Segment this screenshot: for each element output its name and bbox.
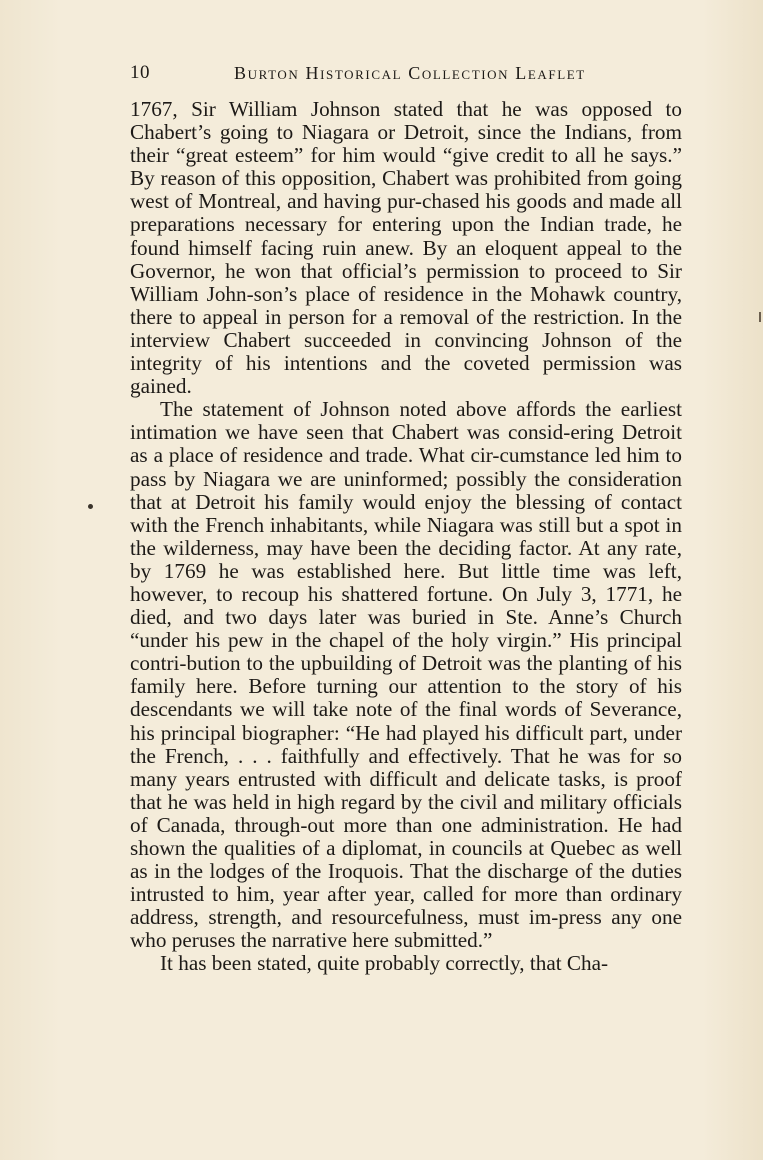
page-number: 10 xyxy=(130,62,150,83)
paragraph: 1767, Sir William Johnson stated that he was opposed to Chabert’s going to Niagara or Detroit, since the Indians, from their “great esteem” for him would “give credit to all he says.” By reason of this opposition, Chabert was prohibited from going west of Montreal, and having pur-chased his goods and made all preparations necessary for entering upon the Indian trade, he found himself facing ruin anew. By an eloquent appeal to the Governor, he won that official’s permission to proceed to Sir William John-son’s place of residence in the Mohawk country, there to appeal in person for a removal of the restriction. In the interview Chabert succeeded in convincing Johnson of the integrity of his intentions and the coveted permission was gained. xyxy=(130,97,682,399)
body-text xyxy=(130,98,682,976)
paragraph: It has been stated, quite probably correctly, that Cha- xyxy=(160,951,609,976)
page-header xyxy=(130,62,680,92)
edge-mark xyxy=(759,312,761,322)
paragraph: The statement of Johnson noted above affords the earliest intimation we have seen that Chabert was consid-ering Detroit as a place of residence and trade. What cir-cumstance led him to pass by Niagara we are uninformed; possibly the consideration that at Detroit his family would enjoy the blessing of contact with the French inhabitants, while Niagara was still but a spot in the wilderness, may have been the deciding factor. At any rate, by 1769 he was established here. But little time was left, however, to recoup his shattered fortune. On July 3, 1771, he died, and two days later was buried in Ste. Anne’s Church “under his pew in the chapel of the holy virgin.” His principal contri-bution to the upbuilding of Detroit was the planting of his family here. Before turning our attention to the story of his descendants we will take note of the final words of Severance, his principal biographer: “He had played his difficult part, under the French, . . . faithfully and effectively. That he was for so many years entrusted with difficult and delicate tasks, is proof that he was held in high regard by the civil and military officials of Canada, through-out more than one administration. He had shown the qualities of a diplomat, in councils at Quebec as well as in the lodges of the Iroquois. That the discharge of the duties intrusted to him, year after year, called for more than ordinary address, strength, and resourcefulness, must im-press any one who peruses the narrative here submitted.” xyxy=(130,397,682,953)
running-head: Burton Historical Collection Leaflet xyxy=(234,63,586,83)
margin-dot xyxy=(88,504,93,509)
